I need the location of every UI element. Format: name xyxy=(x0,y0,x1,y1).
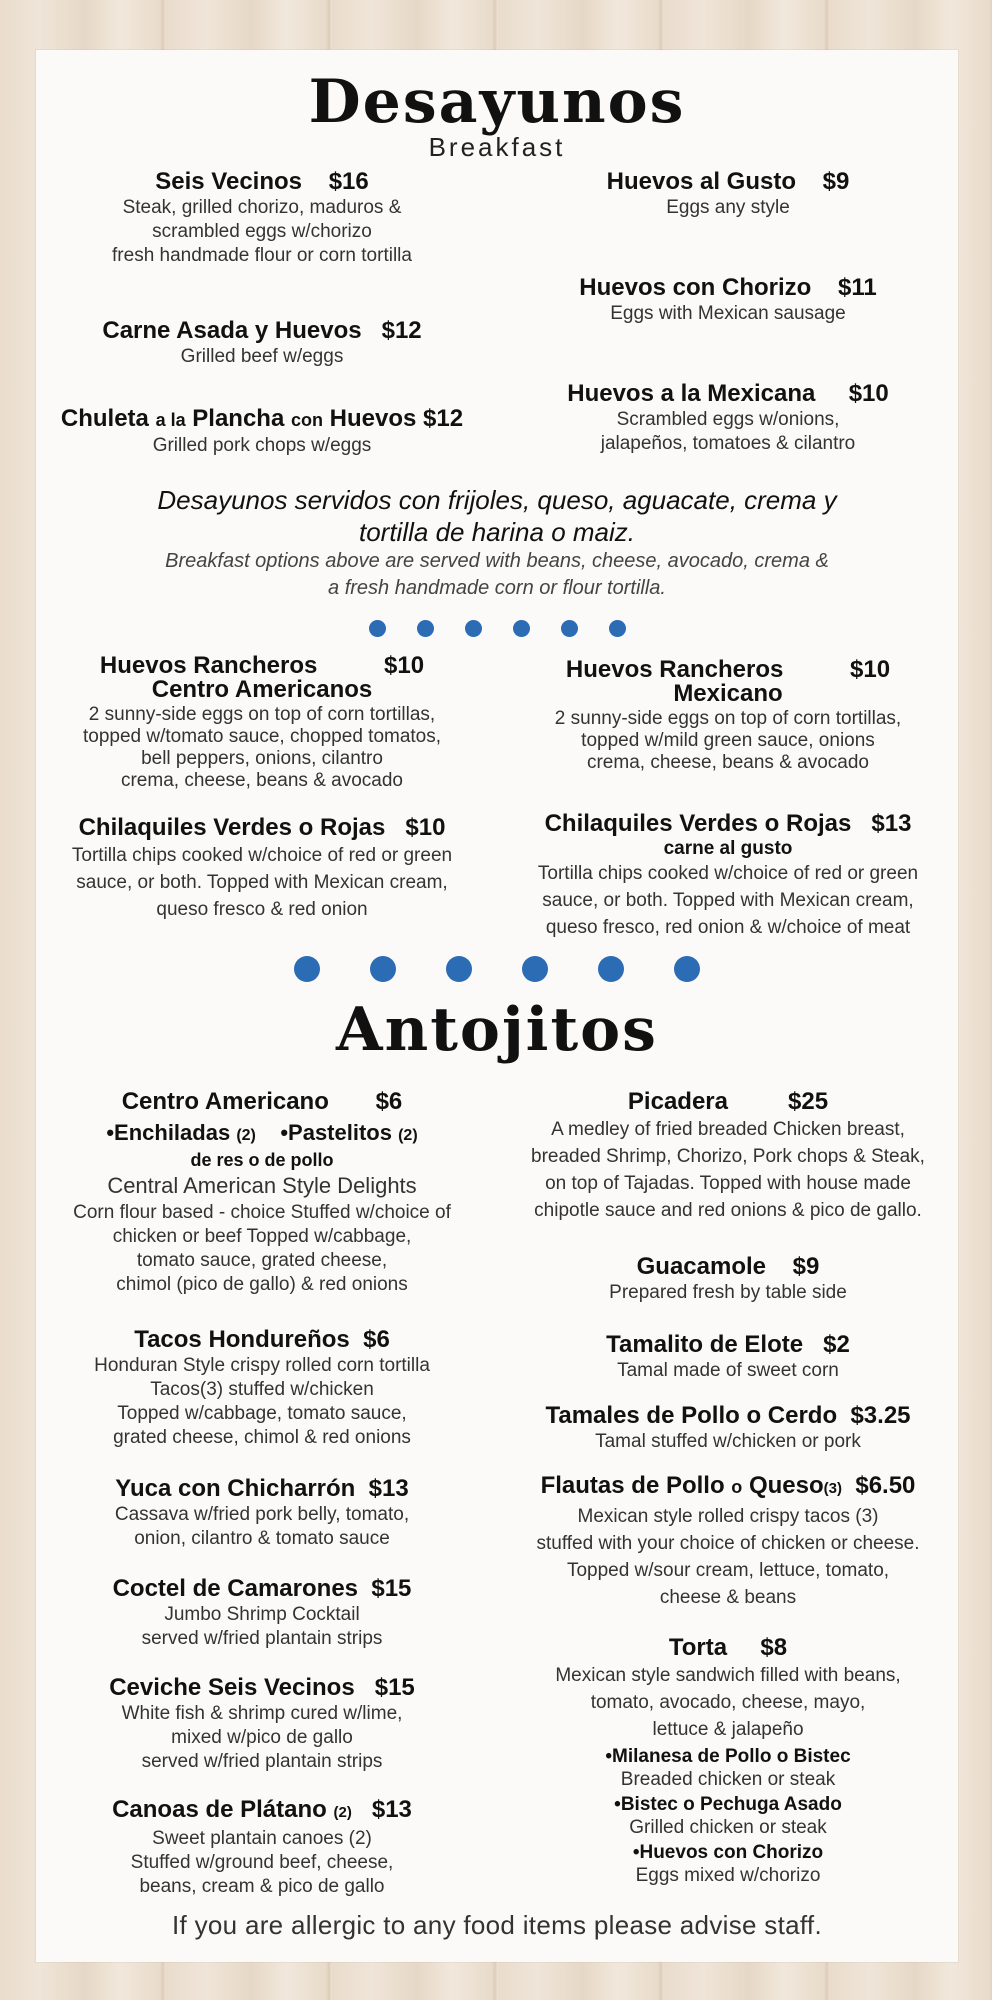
item-desc: stuffed with your choice of chicken or cheese. xyxy=(536,1533,920,1554)
divider-dots-small xyxy=(36,620,958,637)
item-price: $10 xyxy=(405,814,446,841)
item-desc: 2 sunny-side eggs on top of corn tortillas, xyxy=(554,708,902,729)
item-name-part: a la xyxy=(155,410,186,430)
divider-dot xyxy=(609,620,626,637)
item-desc: A medley of fried breaded Chicken breast, xyxy=(551,1119,905,1140)
item-desc: Mexican style rolled crispy tacos (3) xyxy=(577,1506,879,1527)
breakfast-item-chilaquiles-13 xyxy=(498,810,958,941)
breakfast-subtitle: Breakfast xyxy=(428,132,566,162)
allergy-footer: If you are allergic to any food items please advise staff. xyxy=(172,1910,822,1940)
breakfast-note xyxy=(36,484,958,602)
item-name: Guacamole xyxy=(636,1253,766,1280)
item-qty: (3) xyxy=(823,1480,842,1497)
antojitos-item-tamalito xyxy=(498,1331,958,1383)
item-desc: Grilled beef w/eggs xyxy=(180,346,344,367)
torta-option-desc: Grilled chicken or steak xyxy=(629,1817,827,1838)
item-name: Yuca con Chicharrón xyxy=(115,1475,356,1502)
antojitos-item-tamales xyxy=(498,1402,958,1454)
item-price: $10 xyxy=(850,656,891,683)
item-price: $2 xyxy=(823,1331,850,1358)
item-desc: topped w/mild green sauce, onions xyxy=(581,730,875,751)
antojitos-item-yuca xyxy=(36,1475,488,1551)
option-pastelitos: Pastelitos xyxy=(288,1120,392,1145)
item-desc: on top of Tajadas. Topped with house made xyxy=(545,1173,911,1194)
item-price: $13 xyxy=(871,810,912,837)
divider-dot xyxy=(522,956,548,982)
antojitos-item-picadera xyxy=(498,1088,958,1224)
breakfast-item-seis-vecinos xyxy=(36,168,488,268)
item-desc: 2 sunny-side eggs on top of corn tortillas, xyxy=(88,704,436,725)
item-name: Picadera xyxy=(627,1088,728,1115)
item-desc: scrambled eggs w/chorizo xyxy=(152,221,372,242)
item-desc: Eggs with Mexican sausage xyxy=(610,303,846,324)
torta-option-label: Milanesa de Pollo o Bistec xyxy=(612,1746,851,1767)
item-desc: chimol (pico de gallo) & red onions xyxy=(116,1274,408,1295)
antojitos-title-block xyxy=(36,995,958,1065)
item-desc: queso fresco, red onion & w/choice of meat xyxy=(545,917,911,938)
item-desc: cheese & beans xyxy=(659,1587,797,1608)
item-price: $6 xyxy=(375,1088,403,1115)
torta-options xyxy=(498,1745,958,1887)
menu-panel xyxy=(36,50,958,1962)
item-price: $15 xyxy=(374,1674,415,1701)
antojitos-item-guacamole xyxy=(498,1253,958,1305)
item-desc: queso fresco & red onion xyxy=(156,899,368,920)
item-desc: topped w/tomato sauce, chopped tomatos, xyxy=(82,726,442,747)
item-price: $16 xyxy=(328,168,369,195)
item-desc: lettuce & jalapeño xyxy=(652,1719,804,1740)
breakfast-item-rancheros-ca xyxy=(36,652,488,792)
item-name: Ceviche Seis Vecinos xyxy=(109,1674,355,1701)
item-price: $13 xyxy=(368,1475,409,1502)
antojitos-item-torta xyxy=(498,1634,958,1887)
antojitos-item-centro-americano xyxy=(36,1088,488,1297)
torta-option-name: •Huevos con Chorizo xyxy=(632,1842,824,1863)
divider-dot xyxy=(598,956,624,982)
item-desc: Topped w/sour cream, lettuce, tomato, xyxy=(566,1560,890,1581)
item-desc: grated cheese, chimol & red onions xyxy=(113,1427,411,1448)
centro-sub: de res o de pollo xyxy=(190,1150,334,1170)
item-name-part: con xyxy=(290,410,323,430)
item-name: Tamales de Pollo o Cerdo xyxy=(545,1402,838,1429)
item-price: $6.50 xyxy=(855,1472,916,1499)
breakfast-item-huevos-gusto xyxy=(498,168,958,220)
divider-dot xyxy=(465,620,482,637)
item-desc: breaded Shrimp, Chorizo, Pork chops & Steak, xyxy=(531,1146,925,1167)
item-desc: Tacos(3) stuffed w/chicken xyxy=(150,1379,374,1400)
divider-dot xyxy=(446,956,472,982)
item-desc: Tortilla chips cooked w/choice of red or green xyxy=(537,863,919,884)
item-desc: chipotle sauce and red onions & pico de gallo. xyxy=(534,1200,922,1221)
antojitos-item-ceviche xyxy=(36,1674,488,1774)
item-name: Coctel de Camarones xyxy=(112,1575,359,1602)
note-spanish: tortilla de harina o maiz. xyxy=(358,517,636,547)
item-desc: crema, cheese, beans & avocado xyxy=(120,770,403,791)
breakfast-item-rancheros-mx xyxy=(498,656,958,774)
item-desc: tomato sauce, grated cheese, xyxy=(136,1250,388,1271)
antojitos-title: Antojitos xyxy=(336,995,658,1065)
item-name: Torta xyxy=(668,1634,728,1661)
item-name: Huevos Rancheros xyxy=(99,652,318,679)
item-desc: Stuffed w/ground beef, cheese, xyxy=(130,1852,394,1873)
item-price: $3.25 xyxy=(850,1402,911,1429)
divider-dot xyxy=(294,956,320,982)
option-qty: (2) xyxy=(236,1127,256,1144)
note-english: Breakfast options above are served with beans, cheese, avocado, crema & xyxy=(165,550,829,572)
torta-option-desc: Breaded chicken or steak xyxy=(620,1769,836,1790)
note-spanish: Desayunos servidos con frijoles, queso, aguacate, crema y xyxy=(157,485,837,515)
breakfast-title-block xyxy=(36,67,958,163)
divider-dot xyxy=(370,956,396,982)
item-desc: Steak, grilled chorizo, maduros & xyxy=(122,197,402,218)
item-desc: White fish & shrimp cured w/lime, xyxy=(121,1703,403,1724)
divider-dot xyxy=(369,620,386,637)
item-name-part: Huevos xyxy=(323,405,417,432)
divider-dot xyxy=(674,956,700,982)
torta-option-desc: Eggs mixed w/chorizo xyxy=(635,1865,821,1886)
breakfast-item-huevos-chorizo xyxy=(498,274,958,326)
item-desc: Eggs any style xyxy=(666,197,790,218)
antojitos-item-canoas xyxy=(36,1796,488,1899)
item-name: Carne Asada y Huevos xyxy=(102,317,362,344)
item-name: Huevos Rancheros xyxy=(565,656,784,683)
torta-option-label: Huevos con Chorizo xyxy=(639,1842,824,1863)
centro-options: •Enchiladas (2) •Pastelitos (2) xyxy=(106,1120,418,1145)
item-name: Seis Vecinos xyxy=(155,168,303,195)
item-name-line2: Mexicano xyxy=(673,680,783,707)
item-qty: (2) xyxy=(333,1804,352,1821)
item-price: $8 xyxy=(760,1634,788,1661)
divider-dot xyxy=(561,620,578,637)
divider-dot xyxy=(417,620,434,637)
item-name: Tacos Hondureños xyxy=(134,1326,350,1353)
item-price: $11 xyxy=(837,274,877,301)
item-price: $9 xyxy=(792,1253,820,1280)
antojitos-item-tacos-hondurenos xyxy=(36,1326,488,1450)
item-desc: Tamal made of sweet corn xyxy=(617,1360,839,1381)
item-name: Huevos al Gusto xyxy=(606,168,796,195)
item-name: Tamalito de Elote xyxy=(606,1331,804,1358)
item-desc: mixed w/pico de gallo xyxy=(171,1727,353,1748)
item-name: Canoas de Plátano xyxy=(112,1796,327,1823)
item-desc: beans, cream & pico de gallo xyxy=(139,1876,385,1897)
item-desc: Corn flour based - choice Stuffed w/choice of xyxy=(73,1202,451,1223)
item-desc: crema, cheese, beans & avocado xyxy=(586,752,869,773)
item-price: $13 xyxy=(371,1796,412,1823)
item-price: $12 xyxy=(423,405,464,432)
item-desc: Honduran Style crispy rolled corn tortilla xyxy=(94,1355,430,1376)
item-name: Huevos a la Mexicana xyxy=(567,380,816,407)
option-qty: (2) xyxy=(398,1127,418,1144)
item-desc: sauce, or both. Topped with Mexican cream, xyxy=(76,872,448,893)
antojitos-item-flautas xyxy=(498,1472,958,1611)
note-english: a fresh handmade corn or flour tortilla. xyxy=(328,577,666,599)
breakfast-title: Desayunos xyxy=(308,67,686,137)
item-price: $12 xyxy=(381,317,422,344)
breakfast-item-huevos-mexicana xyxy=(498,380,958,456)
item-desc: Tamal stuffed w/chicken or pork xyxy=(595,1431,861,1452)
item-price: $25 xyxy=(788,1088,829,1115)
item-name: Centro Americano xyxy=(121,1088,329,1115)
divider-dot xyxy=(513,620,530,637)
item-desc: Mexican style sandwich filled with beans, xyxy=(555,1665,901,1686)
item-name: Chilaquiles Verdes o Rojas xyxy=(544,810,852,837)
item-desc: onion, cilantro & tomato sauce xyxy=(134,1528,390,1549)
antojitos-item-coctel xyxy=(36,1575,488,1651)
option-enchiladas: Enchiladas xyxy=(114,1120,231,1145)
item-name: Chilaquiles Verdes o Rojas xyxy=(78,814,386,841)
item-desc: bell peppers, onions, cilantro xyxy=(141,748,383,769)
item-price: $10 xyxy=(848,380,889,407)
item-desc: served w/fried plantain strips xyxy=(141,1628,383,1649)
breakfast-item-chuleta xyxy=(36,405,488,458)
torta-option-label: Bistec o Pechuga Asado xyxy=(620,1794,842,1815)
item-price: $6 xyxy=(363,1326,390,1353)
item-desc: Grilled pork chops w/eggs xyxy=(152,435,372,456)
item-price: $15 xyxy=(371,1575,412,1602)
breakfast-item-carne-asada xyxy=(36,317,488,369)
item-desc: Prepared fresh by table side xyxy=(609,1282,847,1303)
divider-dots-large xyxy=(36,956,958,982)
centro-tagline: Central American Style Delights xyxy=(107,1173,417,1198)
item-name-line2: carne al gusto xyxy=(663,838,793,859)
item-name-line2: Centro Americanos xyxy=(151,676,373,703)
item-desc: tomato, avocado, cheese, mayo, xyxy=(590,1692,866,1713)
item-price: $9 xyxy=(822,168,850,195)
item-desc: Jumbo Shrimp Cocktail xyxy=(164,1604,360,1625)
item-name-part: Plancha xyxy=(185,405,291,432)
item-name-part: Flautas de Pollo xyxy=(540,1472,732,1499)
item-desc: Tortilla chips cooked w/choice of red or green xyxy=(71,845,453,866)
item-name-part: Chuleta xyxy=(60,405,156,432)
item-price: $10 xyxy=(384,652,425,679)
item-desc: served w/fried plantain strips xyxy=(141,1751,383,1772)
torta-option-name: •Bistec o Pechuga Asado xyxy=(614,1794,842,1815)
item-name: Huevos con Chorizo xyxy=(579,274,812,301)
torta-option-name: •Milanesa de Pollo o Bistec xyxy=(605,1746,851,1767)
item-desc: Sweet plantain canoes (2) xyxy=(152,1828,372,1849)
item-desc: Topped w/cabbage, tomato sauce, xyxy=(117,1403,407,1424)
item-desc: Scrambled eggs w/onions, xyxy=(616,409,840,430)
item-desc: sauce, or both. Topped with Mexican cream, xyxy=(542,890,914,911)
item-name-part: Queso xyxy=(742,1472,824,1499)
item-desc: fresh handmade flour or corn tortilla xyxy=(112,245,412,266)
item-desc: Cassava w/fried pork belly, tomato, xyxy=(114,1504,410,1525)
item-desc: jalapeños, tomatoes & cilantro xyxy=(600,433,856,454)
item-desc: chicken or beef Topped w/cabbage, xyxy=(112,1226,412,1247)
item-name-part: o xyxy=(731,1477,743,1497)
breakfast-item-chilaquiles-10 xyxy=(36,814,488,923)
